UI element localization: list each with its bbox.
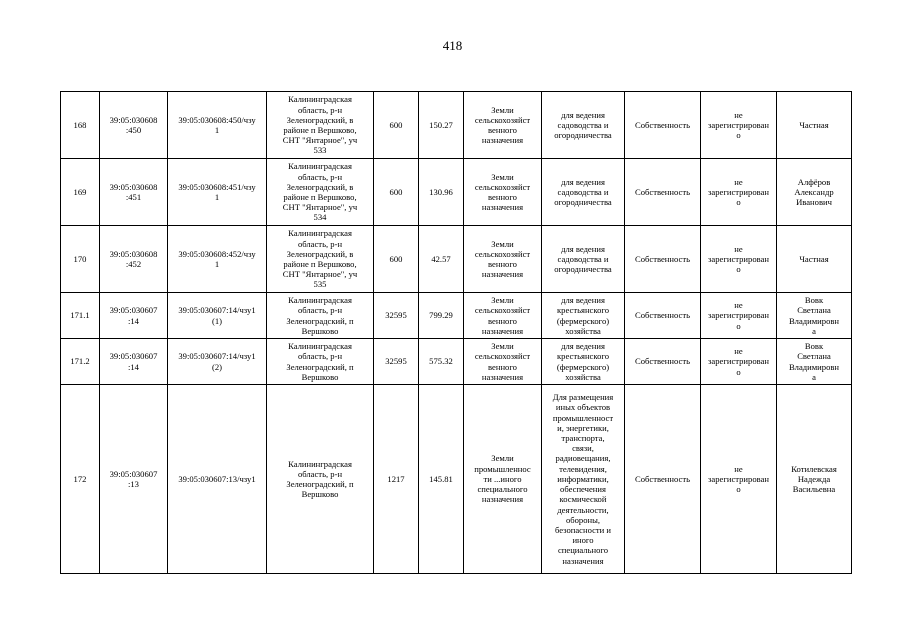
zone-number-cell: 39:05:030607:14/чзу1 (1) bbox=[168, 293, 267, 339]
zone-area-cell: 799.29 bbox=[419, 293, 464, 339]
table-row bbox=[61, 339, 852, 385]
total-area-cell: 600 bbox=[374, 92, 419, 159]
cadastral-number-cell: 39:05:030608 :452 bbox=[100, 226, 168, 293]
cadastral-number-cell: 39:05:030608 :450 bbox=[100, 92, 168, 159]
permitted-use-cell: для ведения крестьянского (фермерского) хозяйства bbox=[542, 339, 625, 385]
registration-status-cell: не зарегистрирован о bbox=[701, 226, 777, 293]
zone-number-cell: 39:05:030608:451/чзу 1 bbox=[168, 159, 267, 226]
cadastral-number-cell: 39:05:030607 :13 bbox=[100, 385, 168, 574]
permitted-use-cell: для ведения крестьянского (фермерского) хозяйства bbox=[542, 293, 625, 339]
zone-number-cell: 39:05:030607:14/чзу1 (2) bbox=[168, 339, 267, 385]
address-cell: Калининградская область, р-н Зеленоградский, п Вершково bbox=[267, 293, 374, 339]
right-type-cell: Собственность bbox=[625, 92, 701, 159]
address-cell: Калининградская область, р-н Зеленоградский, в районе п Вершково, СНТ "Янтарное", уч 533 bbox=[267, 92, 374, 159]
row-number-cell: 170 bbox=[61, 226, 100, 293]
cadastral-number-cell: 39:05:030607 :14 bbox=[100, 293, 168, 339]
address-cell: Калининградская область, р-н Зеленоградский, п Вершково bbox=[267, 339, 374, 385]
address-cell: Калининградская область, р-н Зеленоградский, в районе п Вершково, СНТ "Янтарное", уч 535 bbox=[267, 226, 374, 293]
land-category-cell: Земли сельскохозяйст венного назначения bbox=[464, 159, 542, 226]
row-number-cell: 171.2 bbox=[61, 339, 100, 385]
owner-cell: Вовк Светлана Владимировн а bbox=[777, 293, 852, 339]
page-number: 418 bbox=[442, 38, 463, 53]
owner-cell: Вовк Светлана Владимировн а bbox=[777, 339, 852, 385]
total-area-cell: 32595 bbox=[374, 339, 419, 385]
land-category-cell: Земли сельскохозяйст венного назначения bbox=[464, 226, 542, 293]
zone-number-cell: 39:05:030608:452/чзу 1 bbox=[168, 226, 267, 293]
cadastral-number-cell: 39:05:030607 :14 bbox=[100, 339, 168, 385]
table-row bbox=[61, 226, 852, 293]
permitted-use-cell: для ведения садоводства и огородничества bbox=[542, 226, 625, 293]
table-row bbox=[61, 159, 852, 226]
table-row bbox=[61, 293, 852, 339]
land-category-cell: Земли сельскохозяйст венного назначения bbox=[464, 92, 542, 159]
address-cell: Калининградская область, р-н Зеленоградский, в районе п Вершково, СНТ "Янтарное", уч 534 bbox=[267, 159, 374, 226]
right-type-cell: Собственность bbox=[625, 159, 701, 226]
total-area-cell: 600 bbox=[374, 226, 419, 293]
total-area-cell: 600 bbox=[374, 159, 419, 226]
registration-status-cell: не зарегистрирован о bbox=[701, 385, 777, 574]
table-body bbox=[61, 92, 852, 574]
row-number-cell: 169 bbox=[61, 159, 100, 226]
zone-area-cell: 145.81 bbox=[419, 385, 464, 574]
right-type-cell: Собственность bbox=[625, 339, 701, 385]
permitted-use-cell: для ведения садоводства и огородничества bbox=[542, 159, 625, 226]
row-number-cell: 168 bbox=[61, 92, 100, 159]
zone-area-cell: 150.27 bbox=[419, 92, 464, 159]
permitted-use-cell: Для размещения иных объектов промышленност и, энергетики, транспорта, связи, радиовещания, телевидения, информатики, обеспечения космической деятельности, обороны, безопасности и иного специального назначения bbox=[542, 385, 625, 574]
land-category-cell: Земли сельскохозяйст венного назначения bbox=[464, 293, 542, 339]
right-type-cell: Собственность bbox=[625, 226, 701, 293]
zone-area-cell: 575.32 bbox=[419, 339, 464, 385]
right-type-cell: Собственность bbox=[625, 385, 701, 574]
permitted-use-cell: для ведения садоводства и огородничества bbox=[542, 92, 625, 159]
registration-status-cell: не зарегистрирован о bbox=[701, 339, 777, 385]
address-cell: Калининградская область, р-н Зеленоградский, п Вершково bbox=[267, 385, 374, 574]
row-number-cell: 171.1 bbox=[61, 293, 100, 339]
owner-cell: Котилевская Надежда Васильевна bbox=[777, 385, 852, 574]
zone-number-cell: 39:05:030607:13/чзу1 bbox=[168, 385, 267, 574]
cadastral-number-cell: 39:05:030608 :451 bbox=[100, 159, 168, 226]
table-row bbox=[61, 385, 852, 574]
total-area-cell: 1217 bbox=[374, 385, 419, 574]
total-area-cell: 32595 bbox=[374, 293, 419, 339]
zone-area-cell: 42.57 bbox=[419, 226, 464, 293]
row-number-cell: 172 bbox=[61, 385, 100, 574]
right-type-cell: Собственность bbox=[625, 293, 701, 339]
owner-cell: Частная bbox=[777, 92, 852, 159]
registration-status-cell: не зарегистрирован о bbox=[701, 159, 777, 226]
owner-cell: Частная bbox=[777, 226, 852, 293]
land-category-cell: Земли промышленнос ти ...иного специального назначения bbox=[464, 385, 542, 574]
land-category-cell: Земли сельскохозяйст венного назначения bbox=[464, 339, 542, 385]
land-register-table bbox=[60, 91, 852, 574]
zone-number-cell: 39:05:030608:450/чзу 1 bbox=[168, 92, 267, 159]
registration-status-cell: не зарегистрирован о bbox=[701, 92, 777, 159]
owner-cell: Алфёров Александр Иванович bbox=[777, 159, 852, 226]
zone-area-cell: 130.96 bbox=[419, 159, 464, 226]
table-row bbox=[61, 92, 852, 159]
registration-status-cell: не зарегистрирован о bbox=[701, 293, 777, 339]
